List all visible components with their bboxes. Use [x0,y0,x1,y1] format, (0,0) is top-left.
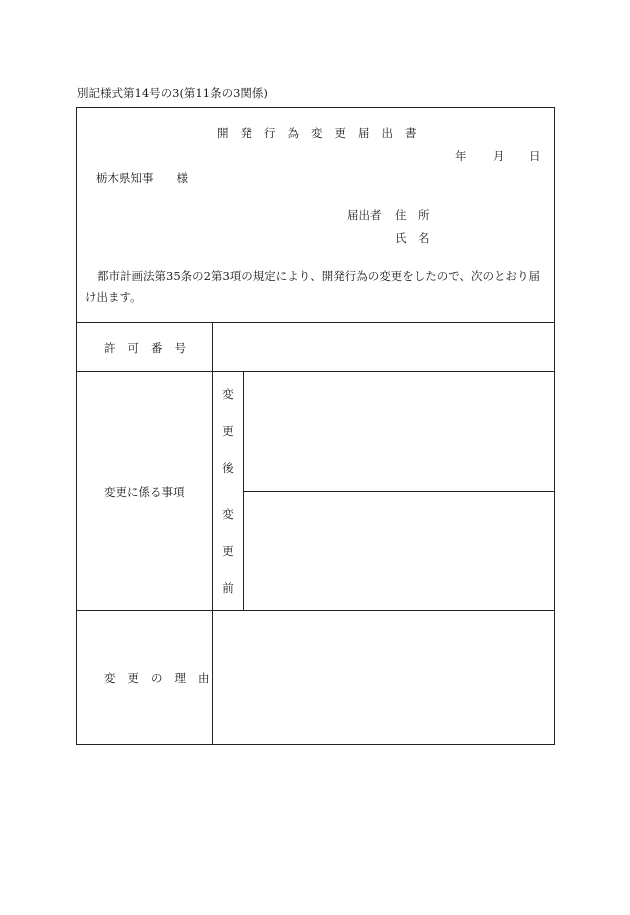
after-char: 変 [222,387,234,401]
notification-form [76,107,555,745]
applicant-name-label: 氏 名 [395,231,430,245]
applicant-address-label: 住 所 [395,208,430,222]
addressee: 栃木県知事 様 [96,171,188,185]
date-year-label: 年 [455,149,467,163]
after-char: 更 [222,424,234,438]
after-change-label [213,387,243,498]
date-month-label: 月 [493,149,505,163]
before-change-label [213,507,243,618]
change-items-label: 変更に係る事項 [104,485,185,499]
before-change-field[interactable] [245,492,553,609]
reason-label: 変更の理由 [104,671,222,685]
applicant-label: 届出者 [347,208,382,222]
declaration-text: 都市計画法第35条の2第3項の規定により、開発行為の変更をしたので、次のとおり届け出ます。 [85,269,541,304]
date-day-label: 日 [529,149,541,163]
form-title: 開発行為変更届出書 [217,126,429,140]
subcolumn-divider [243,371,244,610]
before-char: 更 [222,544,234,558]
before-char: 変 [222,507,234,521]
reason-field[interactable] [214,611,553,743]
permit-number-field[interactable] [214,323,553,370]
permit-number-label: 許可番号 [104,341,198,355]
after-change-field[interactable] [245,372,553,490]
before-char: 前 [222,581,234,595]
after-char: 後 [222,461,234,475]
form-caption: 別記様式第14号の3(第11条の3関係) [77,86,268,100]
